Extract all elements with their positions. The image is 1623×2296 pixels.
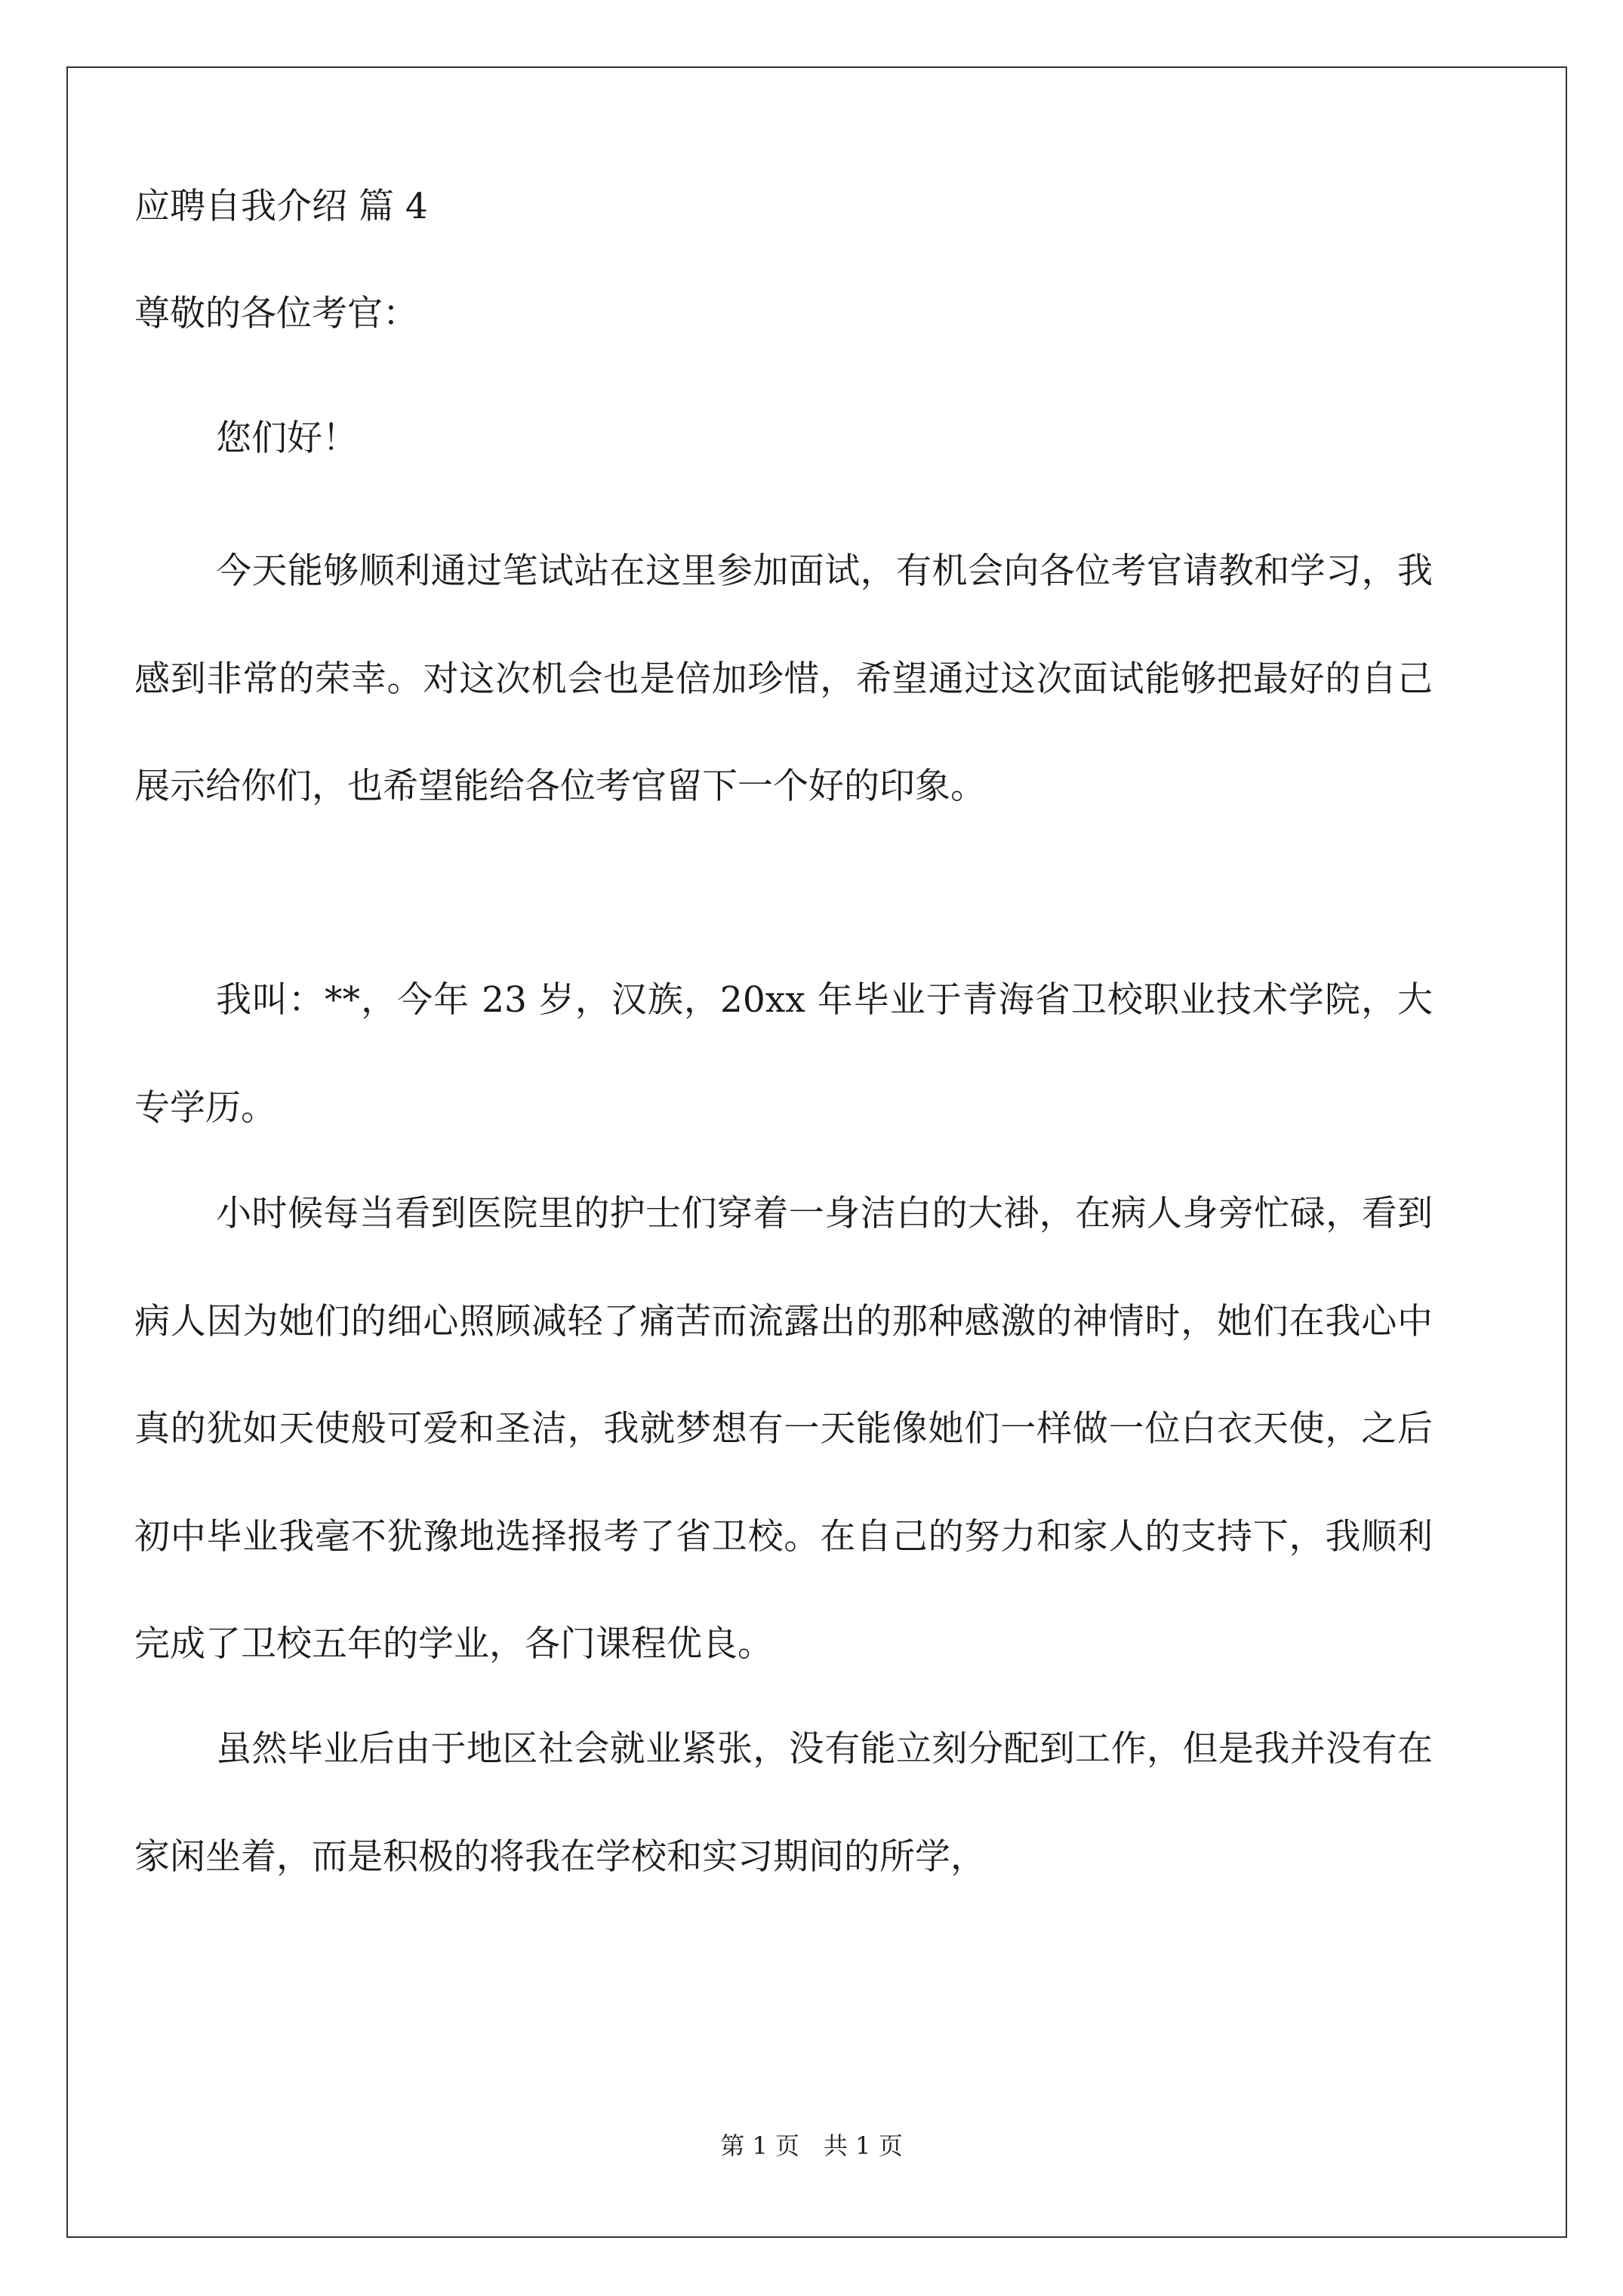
- paragraph-greeting: 您们好！: [216, 418, 358, 459]
- paragraph-name: 我叫：**，今年 23 岁，汉族，20xx 年毕业于青海省卫校职业技术学院，大专学历。: [134, 979, 1433, 1129]
- paragraph-intro: 今天能够顺利通过笔试站在这里参加面试，有机会向各位考官请教和学习，我感到非常的荣幸。对这次机会也是倍加珍惜，希望通过这次面试能够把最好的自己展示给你们，也希望能给各位考官留下一个好的印象。: [134, 550, 1433, 807]
- document-title: 应聘自我介绍 篇 4: [134, 186, 428, 227]
- paragraph-childhood: 小时候每当看到医院里的护士们穿着一身洁白的大褂，在病人身旁忙碌，看到病人因为她们的细心照顾减轻了痛苦而流露出的那种感激的神情时，她们在我心中真的犹如天使般可爱和圣洁，我就梦想有一天能像她们一样做一位白衣天使，之后初中毕业我毫不犹豫地选择报考了省卫校。在自己的努力和家人的支持下，我顺利完成了卫校五年的学业，各门课程优良。: [134, 1193, 1433, 1665]
- salutation: 尊敬的各位考官：: [134, 293, 418, 334]
- paragraph-after-graduation: 虽然毕业后由于地区社会就业紧张，没有能立刻分配到工作，但是我并没有在家闲坐着，而是积极的将我在学校和实习期间的所学，: [134, 1728, 1433, 1878]
- page-footer: 第 1 页 共 1 页: [720, 2131, 903, 2160]
